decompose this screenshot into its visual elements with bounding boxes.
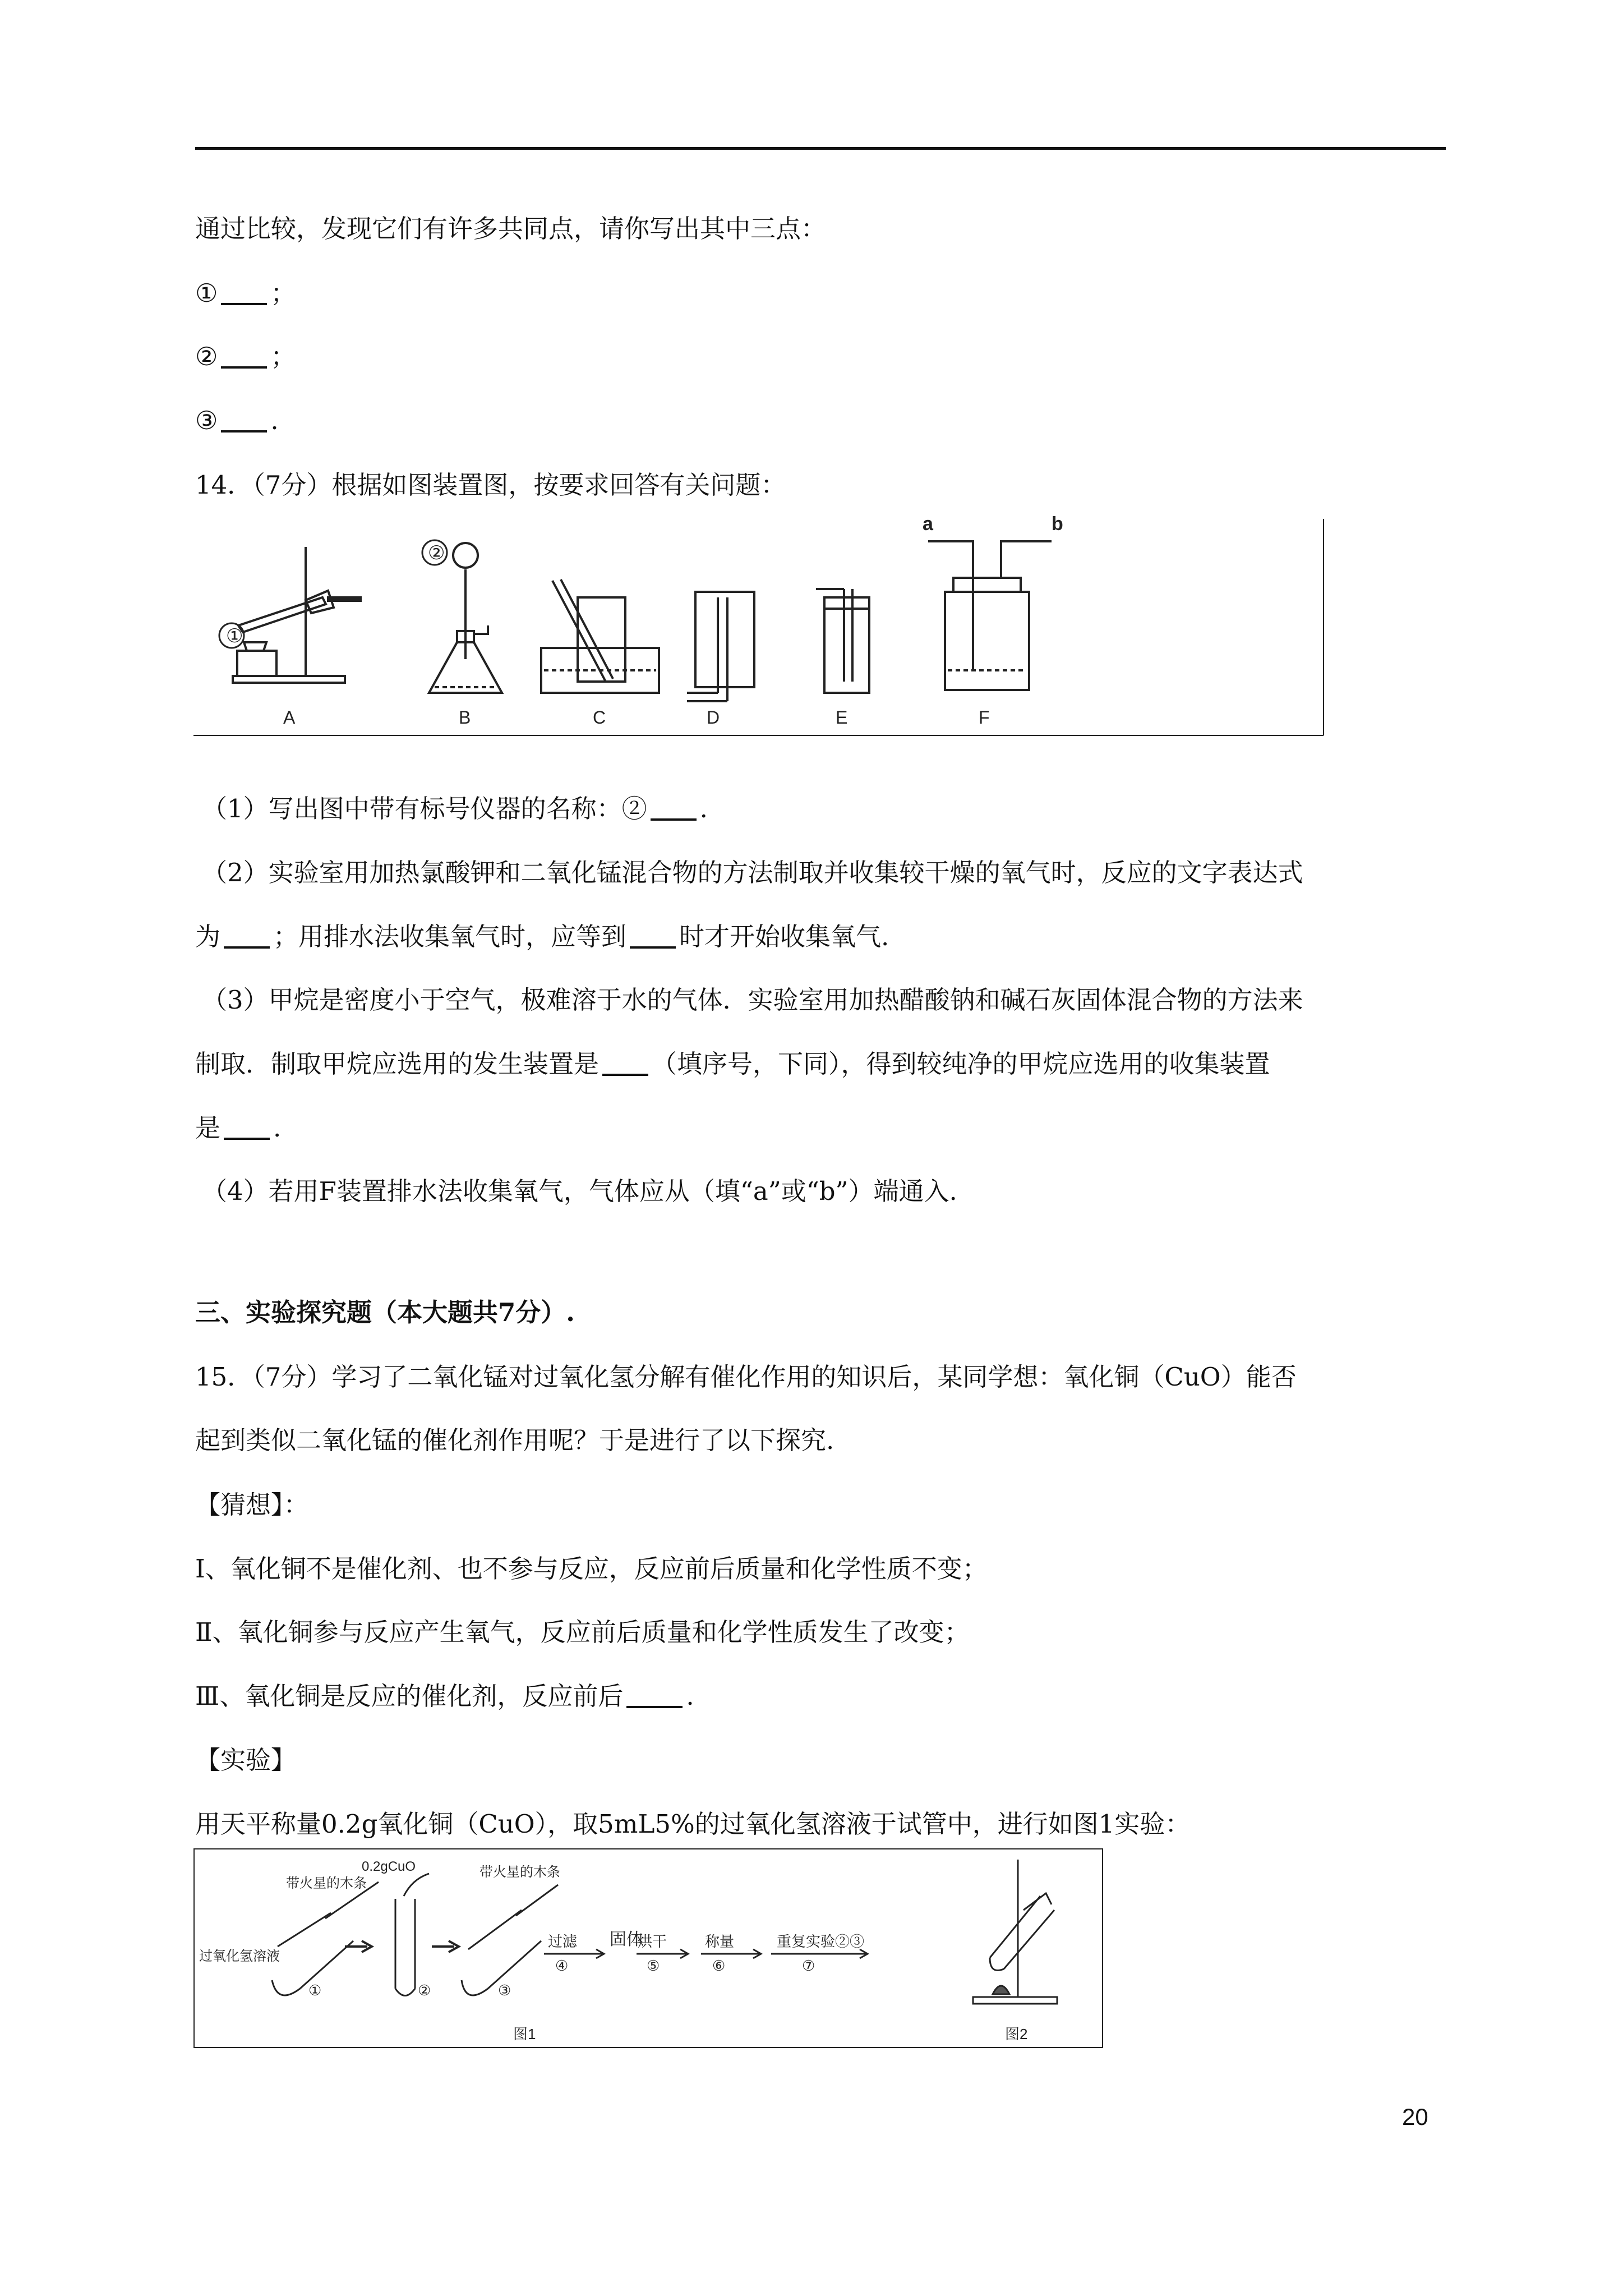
answer-blank[interactable] (221, 344, 267, 369)
cuo-label: 0.2gCuO (362, 1859, 416, 1874)
label-B: B (459, 707, 471, 728)
experiment-heading: 【实验】 (195, 1745, 297, 1775)
h2o2-label: 过氧化氢溶液 (199, 1949, 280, 1964)
header-rule (195, 147, 1446, 150)
q14-s2a: （2）实验室用加热氯酸钾和二氧化锰混合物的方法制取并收集较干燥的氧气时，反应的文字表达式 (202, 858, 1303, 887)
port-a: a (923, 513, 933, 535)
label-A: A (283, 707, 296, 728)
guess-2: Ⅱ、氧化铜参与反应产生氧气，反应前后质量和化学性质发生了改变； (195, 1617, 970, 1647)
q14-s3a: （3）甲烷是密度小于空气，极难溶于水的气体．实验室用加热醋酸钠和碱石灰固体混合物的方法来 (202, 985, 1303, 1015)
dry-label: 烘干 (638, 1933, 667, 1950)
filter-label: 过滤 (548, 1933, 578, 1950)
figure1-caption: 图1 (513, 2026, 536, 2042)
answer-line-3: ③ . (195, 406, 279, 435)
repeat-label: 重复实验②③ (777, 1933, 865, 1950)
step-1: ① (308, 1982, 322, 1999)
label-E: E (836, 707, 848, 728)
splint-label-1: 带火星的木条 (286, 1876, 367, 1891)
apparatus-figure (193, 508, 1326, 738)
step-4: ④ (555, 1957, 569, 1974)
q14-s2b: 为 ；用排水法收集氧气时，应等到 时才开始收集氧气. (195, 922, 889, 951)
guess-3: Ⅲ、氧化铜是反应的催化剂，反应前后 . (195, 1681, 694, 1711)
answer-blank[interactable] (602, 1051, 648, 1076)
answer-blank[interactable] (630, 924, 676, 949)
figure2-caption: 图2 (1005, 2026, 1028, 2042)
q14-s1: （1）写出图中带有标号仪器的名称：② . (202, 794, 708, 823)
guess-1: Ⅰ、氧化铜不是催化剂、也不参与反应，反应前后质量和化学性质不变； (195, 1554, 988, 1584)
mark-2: ② (428, 542, 445, 564)
answer-blank[interactable] (626, 1683, 683, 1708)
answer-blank[interactable] (221, 408, 267, 432)
step-5: ⑤ (647, 1957, 660, 1974)
mark-1: ① (226, 625, 243, 647)
step-6: ⑥ (712, 1957, 726, 1974)
step-7: ⑦ (802, 1957, 815, 1974)
solid-label: 固体 (610, 1930, 643, 1949)
q14-s3b: 制取．制取甲烷应选用的发生装置是 （填序号，下同），得到较纯净的甲烷应选用的收集装置 (195, 1049, 1270, 1079)
answer-blank[interactable] (651, 796, 697, 821)
answer-blank[interactable] (224, 1115, 270, 1140)
answer-line-1: ① ； (195, 278, 296, 308)
q14-s3c: 是 . (195, 1113, 282, 1143)
step-2: ② (418, 1982, 431, 1999)
q15-line1: 15．（7分）学习了二氧化锰对过氧化氢分解有催化作用的知识后，某同学想：氧化铜（CuO）能否 (195, 1362, 1297, 1392)
section-3-heading: 三、实验探究题（本大题共7分）. (195, 1297, 575, 1327)
splint-label-2: 带火星的木条 (479, 1865, 560, 1880)
page-number: 20 (1402, 2104, 1428, 2130)
label-D: D (707, 707, 720, 728)
q14-title: 14．（7分）根据如图装置图，按要求回答有关问题： (195, 470, 786, 500)
weigh-label: 称量 (705, 1933, 735, 1950)
intro-text: 通过比较，发现它们有许多共同点，请你写出其中三点： (195, 214, 827, 243)
label-F: F (979, 707, 990, 728)
q15-line2: 起到类似二氧化锰的催化剂作用呢？于是进行了以下探究. (195, 1425, 834, 1455)
experiment-text: 用天平称量0.2g氧化铜（CuO），取5mL5%的过氧化氢溶液于试管中，进行如图1实验： (195, 1809, 1191, 1839)
step-3: ③ (498, 1982, 511, 1999)
q14-s4: （4）若用F装置排水法收集氧气，气体应从（填“a”或“b”）端通入. (202, 1176, 957, 1206)
experiment-figure (193, 1848, 1105, 2050)
label-C: C (593, 707, 606, 728)
answer-blank[interactable] (224, 924, 270, 949)
answer-blank[interactable] (221, 280, 267, 305)
port-b: b (1052, 513, 1063, 535)
answer-line-2: ② ； (195, 342, 296, 371)
guess-heading: 【猜想】： (195, 1490, 309, 1520)
